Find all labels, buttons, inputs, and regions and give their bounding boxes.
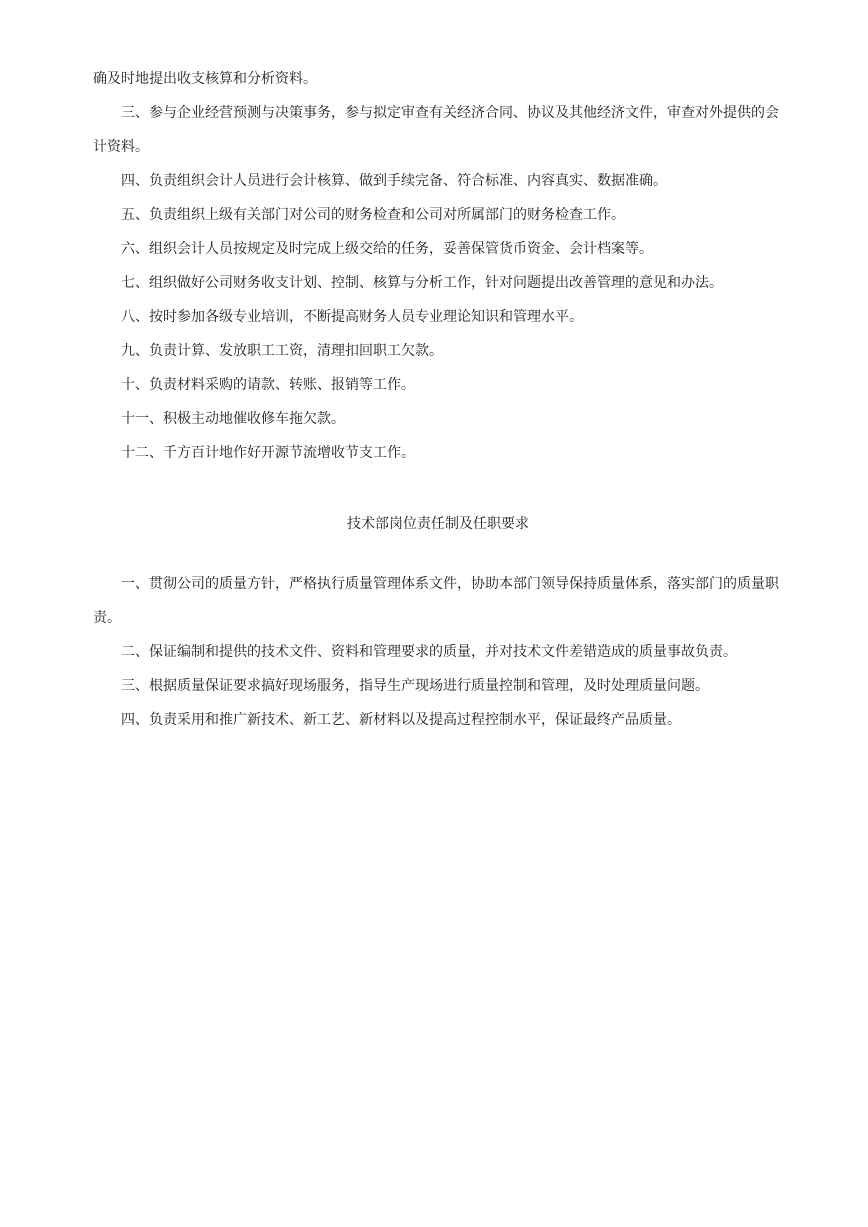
paragraph-item-3: 三、根据质量保证要求搞好现场服务，指导生产现场进行质量控制和管理，及时处理质量问题。 <box>121 678 709 694</box>
finance-duties-section <box>93 62 783 470</box>
paragraph-item-7: 七、组织做好公司财务收支计划、控制、核算与分析工作，针对问题提出改善管理的意见和办法。 <box>121 275 723 291</box>
paragraph-item-10: 十、负责材料采购的请款、转账、报销等工作。 <box>121 377 415 393</box>
paragraph-item-4: 四、负责采用和推广新技术、新工艺、新材料以及提高过程控制水平，保证最终产品质量。 <box>121 712 681 728</box>
paragraph-item-6: 六、组织会计人员按规定及时完成上级交给的任务，妥善保管货币资金、会计档案等。 <box>121 241 653 257</box>
paragraph-item-5: 五、负责组织上级有关部门对公司的财务检查和公司对所属部门的财务检查工作。 <box>121 207 625 223</box>
paragraph-item-2: 二、保证编制和提供的技术文件、资料和管理要求的质量，并对技术文件差错造成的质量事故负责。 <box>121 644 737 660</box>
document-page <box>93 62 783 737</box>
paragraph-item-9: 九、负责计算、发放职工工资，清理扣回职工欠款。 <box>121 343 443 359</box>
paragraph-item-11: 十一、积极主动地催收修车拖欠款。 <box>121 411 345 427</box>
paragraph-item-3: 三、参与企业经营预测与决策事务，参与拟定审查有关经济合同、协议及其他经济文件，审查对外提供的会计资料。 <box>93 105 779 155</box>
paragraph-item-12: 十二、千方百计地作好开源节流增收节支工作。 <box>121 445 415 461</box>
paragraph-item-8: 八、按时参加各级专业培训，不断提高财务人员专业理论知识和管理水平。 <box>121 309 583 325</box>
paragraph-continuation: 确及时地提出收支核算和分析资料。 <box>93 71 317 87</box>
spacer <box>93 541 783 567</box>
paragraph-item-1: 一、贯彻公司的质量方针，严格执行质量管理体系文件，协助本部门领导保持质量体系，落实部门的质量职责。 <box>93 576 779 626</box>
paragraph-item-4: 四、负责组织会计人员进行会计核算、做到手续完备、符合标准、内容真实、数据准确。 <box>121 173 667 189</box>
tech-duties-section <box>93 507 783 737</box>
spacer <box>93 470 783 507</box>
section-heading: 技术部岗位责任制及任职要求 <box>347 516 529 532</box>
